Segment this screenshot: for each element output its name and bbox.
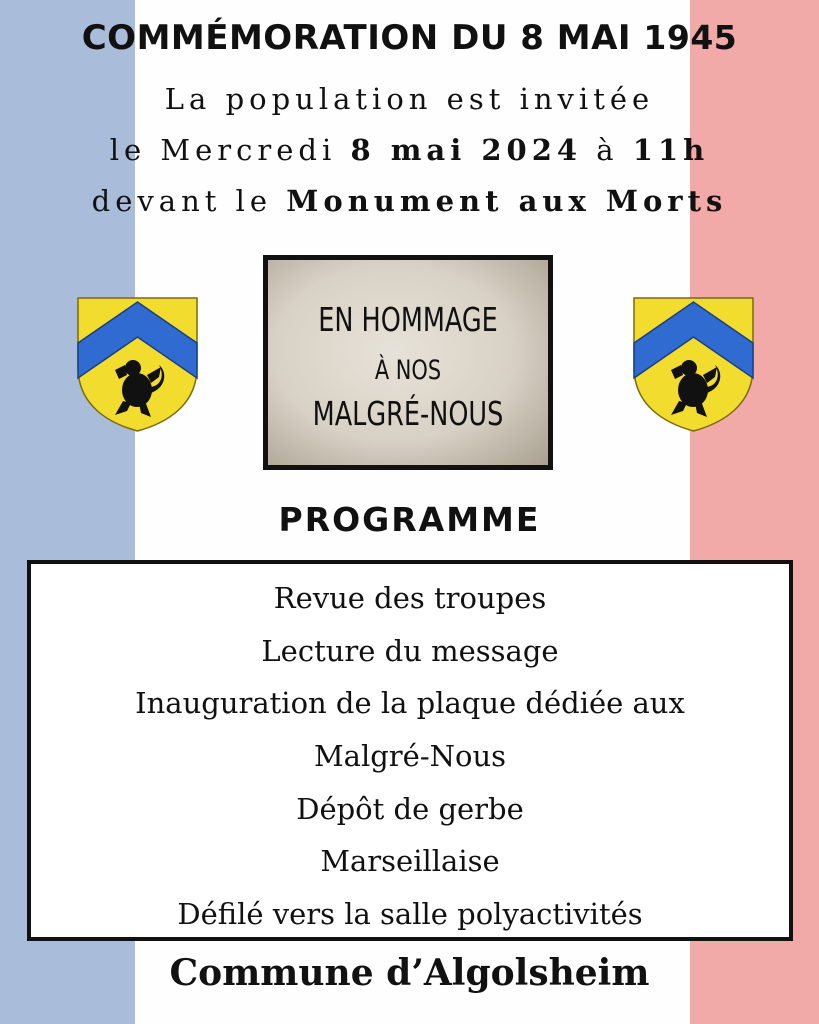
title-year: 1945 [643, 18, 738, 57]
invitation-connector: à [582, 133, 633, 167]
programme-list [31, 572, 789, 941]
plaque-line-1: EN HOMMAGE [318, 300, 498, 339]
programme-item: Malgré-Nous [313, 739, 507, 774]
coat-of-arms-icon [75, 295, 200, 433]
programme-item: Dépôt de gerbe [296, 791, 524, 826]
programme-heading: PROGRAMME [278, 500, 541, 539]
programme-item: Revue des troupes [273, 581, 547, 615]
invitation-date: 8 mai 2024 [350, 133, 583, 167]
programme-item: Lecture du message [261, 633, 559, 668]
programme-item: Marseillaise [320, 844, 500, 879]
invitation-weekday: le Mercredi [109, 133, 351, 167]
invitation-line-2 [0, 133, 819, 167]
coat-of-arms-icon [631, 295, 756, 433]
invitation-time: 11h [632, 133, 710, 167]
memorial-plaque [263, 255, 553, 470]
title-main: COMMÉMORATION DU 8 MAI [81, 18, 632, 58]
invitation-line-1: La population est invitée [164, 82, 655, 116]
programme-item: Défilé vers la salle polyactivités [177, 897, 643, 932]
invitation-location-prefix: devant le [91, 184, 287, 218]
commune-name: Commune d’Algolsheim [169, 952, 650, 994]
plaque-line-2: À NOS [374, 355, 442, 386]
invitation-location: Monument aux Morts [286, 184, 728, 218]
programme-item: Inauguration de la plaque dédiée aux [135, 686, 685, 721]
page-title [0, 18, 819, 58]
programme-list-box [27, 560, 793, 941]
invitation-line-3 [0, 184, 819, 218]
plaque-line-3: MALGRÉ-NOUS [312, 394, 504, 433]
